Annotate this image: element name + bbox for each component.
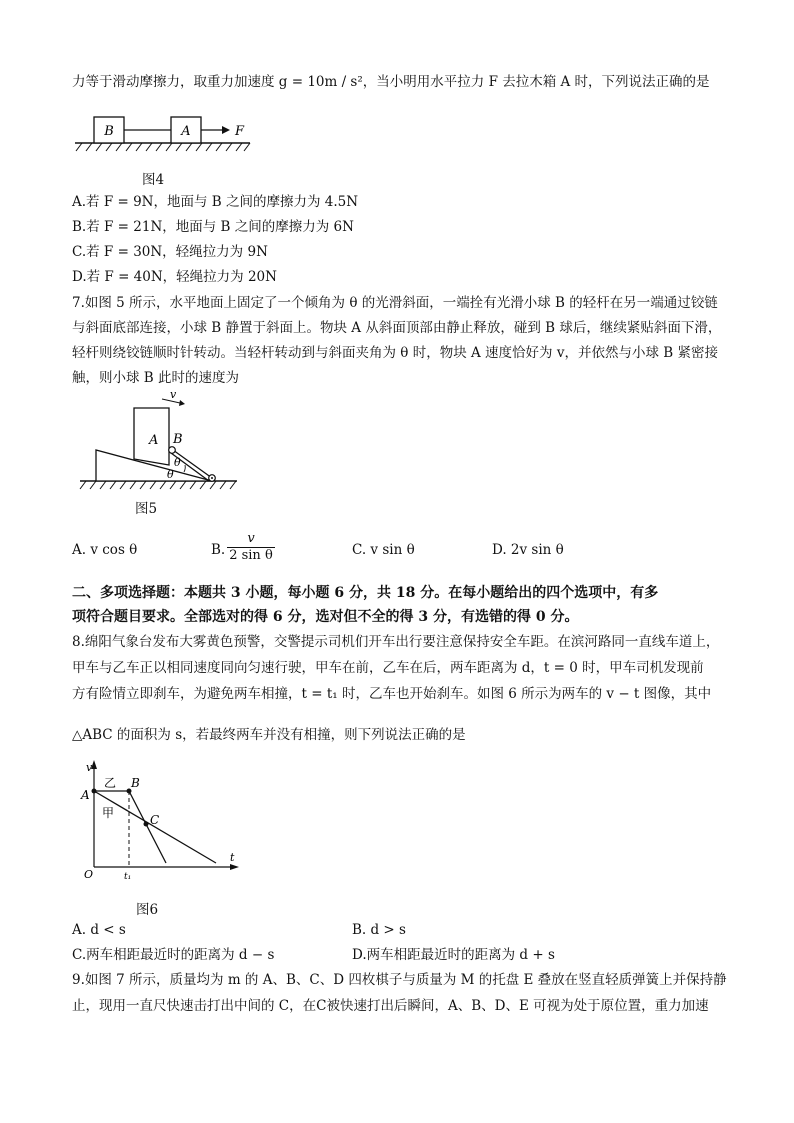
ball-b — [169, 447, 176, 454]
label-t: t — [230, 851, 235, 864]
q8-line-3: 方有险情立即刹车，为避免两车相撞，t = t₁ 时，乙车也开始刹车。如图 6 所示为两车的 v − t 图像，其中 — [72, 686, 712, 702]
figure-5 — [72, 392, 242, 494]
q8-option-a: A. d < s — [72, 922, 126, 938]
figure-5-caption: 图5 — [135, 501, 158, 517]
label-theta-2: θ — [167, 468, 174, 481]
line-yi-brake — [129, 791, 166, 863]
line-jia — [94, 791, 216, 863]
figure-4-caption: 图4 — [142, 172, 165, 188]
q7-line-1: 7.如图 5 所示，水平地面上固定了一个倾角为 θ 的光滑斜面，一端拴有光滑小球 B 的轻杆在另一端通过铰链 — [72, 295, 718, 311]
section-2-heading-line-1: 二、多项选择题：本题共 3 小题，每小题 6 分，共 18 分。在每小题给出的四个选项中，有多 — [72, 585, 659, 601]
fraction-denominator: 2 sin θ — [227, 547, 275, 564]
figure-6 — [80, 757, 250, 882]
q8-option-b: B. d > s — [352, 922, 406, 938]
q6-option-a: A.若 F = 9N，地面与 B 之间的摩擦力为 4.5N — [72, 194, 359, 210]
q7-line-4: 触，则小球 B 此时的速度为 — [72, 370, 240, 386]
label-c: C — [150, 813, 160, 827]
label-a: A — [81, 788, 90, 802]
figure-4 — [72, 112, 262, 158]
q7-option-d: D. 2v sin θ — [492, 542, 564, 558]
q8-line-1: 8.绵阳气象台发布大雾黄色预警，交警提示司机们开车出行要注意保持安全车距。在滨河路同一直线车道上， — [72, 634, 720, 650]
q8-option-c: C.两车相距最近时的距离为 d − s — [72, 947, 275, 963]
label-b: B — [104, 124, 114, 139]
q9-line-2: 止，现用一直尺快速击打出中间的 C，在C被快速打出后瞬间，A、B、D、E 可视为处于原位置，重力加速 — [72, 998, 709, 1014]
q8-line-4: △ABC 的面积为 s，若最终两车并没有相撞，则下列说法正确的是 — [72, 727, 466, 743]
q7-option-b-prefix: B. — [211, 542, 226, 558]
label-jia: 甲 — [102, 806, 115, 820]
q9-line-1: 9.如图 7 所示，质量均为 m 的 A、B、C、D 四枚棋子与质量为 M 的托盘 E 叠放在竖直轻质弹簧上并保持静 — [72, 972, 727, 988]
label-a: A — [149, 433, 159, 448]
q7-line-2: 与斜面底部连接，小球 B 静置于斜面上。物块 A 从斜面顶部由静止释放，碰到 B 球后，继续紧贴斜面下滑， — [72, 320, 722, 336]
label-v: v — [170, 392, 177, 401]
label-f: F — [235, 124, 245, 139]
q8-line-2: 甲车与乙车正以相同速度同向匀速行驶，甲车在前，乙车在后，两车距离为 d，t = 0 时，甲车司机发现前 — [72, 660, 704, 676]
label-v: v — [86, 761, 93, 774]
label-yi: 乙 — [104, 776, 117, 790]
q7-line-3: 轻杆则绕铰链顺时针转动。当轻杆转动到与斜面夹角为 θ 时，物块 A 速度恰好为 v，并依然与小球 B 紧密接 — [72, 345, 718, 361]
q6-option-c: C.若 F = 30N，轻绳拉力为 9N — [72, 244, 268, 260]
q6-text: 力等于滑动摩擦力，取重力加速度 g = 10m / s²，当小明用水平拉力 F 去拉木箱 A 时，下列说法正确的是 — [72, 74, 710, 90]
q6-option-b: B.若 F = 21N，地面与 B 之间的摩擦力为 6N — [72, 219, 354, 235]
q6-option-d: D.若 F = 40N，轻绳拉力为 20N — [72, 269, 277, 285]
figure-6-caption: 图6 — [136, 902, 159, 918]
section-2-heading-line-2: 项符合题目要求。全部选对的得 6 分，选对但不全的得 3 分，有选错的得 0 分。 — [72, 609, 579, 625]
label-b: B — [173, 432, 183, 447]
q7-option-b-fraction — [227, 531, 275, 564]
label-t1: t₁ — [124, 872, 132, 882]
label-a: A — [181, 124, 191, 139]
q7-option-c: C. v sin θ — [352, 542, 415, 558]
label-b: B — [131, 776, 140, 790]
label-theta-1: θ — [174, 456, 181, 469]
q8-option-d: D.两车相距最近时的距离为 d + s — [352, 947, 555, 963]
fraction-numerator: v — [247, 531, 255, 546]
q7-option-a: A. v cos θ — [72, 542, 138, 558]
label-o: O — [84, 868, 94, 881]
